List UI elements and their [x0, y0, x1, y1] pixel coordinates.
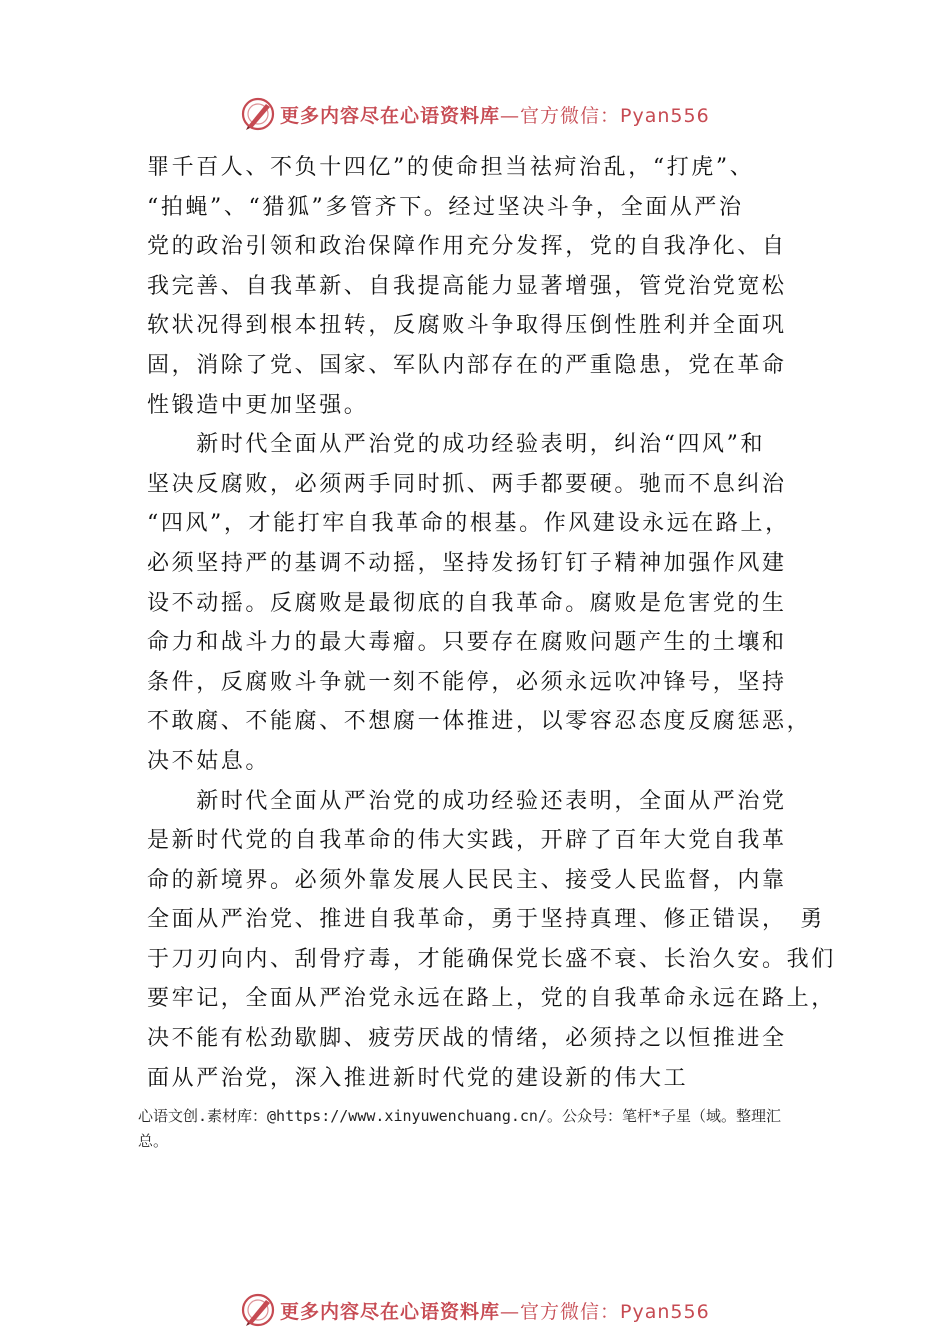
banner-text: [280, 1297, 710, 1324]
text-line: 条件，反腐败斗争就一刻不能停，必须永远吹冲锋号，坚持: [147, 669, 787, 695]
text-line: 坚决反腐败，必须两手同时抓、两手都要硬。驰而不息纠治: [147, 471, 787, 497]
header-banner: [240, 94, 760, 134]
text-line: 命的新境界。必须外靠发展人民民主、接受人民监督，内靠: [147, 867, 787, 893]
banner-separator: —: [500, 104, 521, 127]
text-line: 要牢记，全面从严治党永远在路上，党的自我革命永远在路上，: [147, 986, 836, 1012]
text-line: 必须坚持严的基调不动摇，坚持发扬钉钉子精神加强作风建: [147, 550, 787, 576]
text-line: 软状况得到根本扭转，反腐败斗争取得压倒性胜利并全面巩: [147, 313, 787, 339]
text-line: “拍蝇”、“猎狐”多管齐下。经过坚决斗争，全面从严治: [147, 194, 744, 220]
source-footnote: [138, 1104, 838, 1154]
footnote-line: 心语文创.素材库：@https://www.xinyuwenchuang.cn/。公众号：笔杆*子星（域。整理汇: [138, 1107, 782, 1125]
article-body: [147, 148, 836, 1098]
text-line: 党的政治引领和政治保障作用充分发挥，党的自我净化、自: [147, 234, 787, 260]
banner-wechat: 官方微信：Pyan556: [520, 1300, 710, 1323]
footnote-line: 总。: [138, 1132, 169, 1150]
pen-logo-icon: [240, 96, 276, 132]
text-line: 罪千百人、不负十四亿”的使命担当祛疴治乱，“打虎”、: [147, 155, 755, 180]
text-line: 于刀刃向内、刮骨疗毒，才能确保党长盛不衰、长治久安。我们: [147, 946, 836, 972]
footer-banner: [240, 1290, 760, 1330]
text-line: 决不姑息。: [147, 748, 271, 774]
text-line: 面从严治党，深入推进新时代党的建设新的伟大工: [147, 1065, 689, 1091]
text-line: “四风”，才能打牢自我革命的根基。作风建设永远在路上，: [147, 511, 790, 537]
text-line: 设不动摇。反腐败是最彻底的自我革命。腐败是危害党的生: [147, 590, 787, 616]
text-line: 性锻造中更加坚强。: [147, 392, 369, 418]
text-line: 决不能有松劲歇脚、疲劳厌战的情绪，必须持之以恒推进全: [147, 1026, 787, 1052]
banner-main: 更多内容尽在心语资料库: [280, 104, 501, 127]
banner-separator: —: [500, 1300, 521, 1323]
banner-wechat: 官方微信：Pyan556: [520, 104, 710, 127]
text-line: 不敢腐、不能腐、不想腐一体推进，以零容忍态度反腐惩恶，: [147, 709, 812, 735]
banner-main: 更多内容尽在心语资料库: [280, 1300, 501, 1323]
text-line: 固，消除了党、国家、军队内部存在的严重隐患，党在革命: [147, 352, 787, 378]
text-line: 我完善、自我革新、自我提高能力显著增强，管党治党宽松: [147, 273, 787, 299]
banner-text: [280, 101, 710, 128]
text-line: 新时代全面从严治党的成功经验还表明，全面从严治党: [147, 788, 787, 814]
pen-logo-icon: [240, 1292, 276, 1328]
text-line: 命力和战斗力的最大毒瘤。只要存在腐败问题产生的土壤和: [147, 630, 787, 656]
text-line: 全面从严治党、推进自我革命，勇于坚持真理、修正错误， 勇: [147, 907, 825, 933]
text-line: 新时代全面从严治党的成功经验表明，纠治“四风”和: [147, 432, 766, 458]
text-line: 是新时代党的自我革命的伟大实践，开辟了百年大党自我革: [147, 828, 787, 854]
